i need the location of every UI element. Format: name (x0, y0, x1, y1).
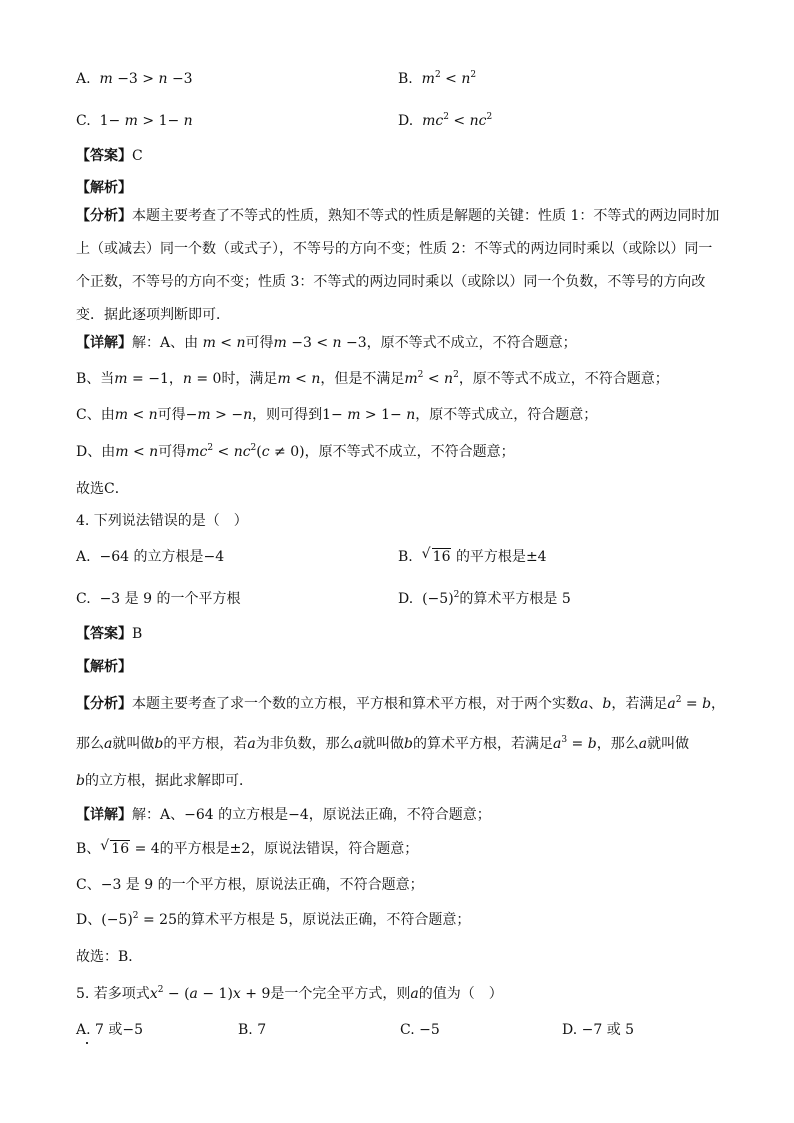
q3-detail-c: C、由m < n可得−m > −n，则可得到1− m > 1− n，原不等式成立，符合题意； (76, 407, 598, 423)
q4-detail-d: D、$(-5)^2 = 25$的算术平方根是 5，原说法正确，不符合题意； (76, 911, 471, 928)
q5-option-c: C. −5 (400, 1022, 440, 1038)
q4-option-b: B. √ 16 的平方根是±4 (398, 546, 547, 565)
q5-stem: 5. 若多项式$x^2 - (a - 1)x + 9$是一个完全平方式，则a的值为（ ） (76, 985, 503, 1002)
q4-jiexi-heading: 【解析】 (76, 659, 132, 675)
q3-analysis: 【分析】本题主要考查了不等式的性质，熟知不等式的性质是解题的关键：性质 1：不等式的两边同时加上（或减去）同一个数（或式子），不等号的方向不变；性质 2：不等式的两边同时乘以（或除以）同一个正数，不等号的方向不变；性质 3：不等式的两边同时乘以（或除以）同一个负数，不等号的方向改变．据此逐项判断即可． (76, 208, 720, 323)
q3-option-c: C. 1− m > 1− n (76, 113, 193, 129)
q4-detail-a: 【详解】解：A、−64 的立方根是−4，原说法正确，不符合题意； (76, 807, 491, 823)
q4-analysis-line2: 那么a就叫做b的平方根，若a为非负数，那么a就叫做b的算术平方根，若满足$a^3 = b$，那么a就叫做 (76, 735, 690, 752)
q5-option-d: D. −7 或 5 (562, 1022, 635, 1038)
q3-detail-a: 【详解】解：A、由 m < n可得m −3 < n −3，原不等式不成立，不符合题意； (76, 335, 577, 351)
q3-detail-b: B、当m = −1，n = 0时，满足m < n，但是不满足$m^2 < n^2$，原不等式不成立，不符合题意； (76, 370, 669, 387)
q5-option-b: B. 7 (238, 1022, 267, 1038)
q4-detail-c: C、−3 是 9 的一个平方根，原说法正确，不符合题意； (76, 877, 424, 893)
q3-jiexi-heading: 【解析】 (76, 180, 132, 196)
q4-detail-b: B、 √ 16 = 4的平方根是±2，原说法错误，符合题意； (76, 838, 419, 857)
q4-answer: 【答案】B (76, 626, 143, 642)
q3-detail-d: D、由m < n可得$mc^2 < nc^2(c \ne 0)$，原不等式不成立，不符合题意； (76, 443, 515, 460)
q4-option-a: A. −64 的立方根是−4 (76, 549, 225, 565)
q3-option-b: B. $m^2 < n^2$ (398, 70, 477, 87)
q4-option-d: D. $(-5)^2$的算术平方根是 5 (398, 590, 571, 607)
q4-stem: 4. 下列说法错误的是（ ） (76, 513, 248, 529)
q4-option-c: C. −3 是 9 的一个平方根 (76, 591, 241, 607)
q3-option-d: D. $mc^2 < nc^2$ (398, 112, 493, 129)
q3-option-a: A. m −3 > n −3 (76, 71, 193, 87)
q5-option-a: A. 7 或−5 (76, 1022, 144, 1038)
q4-analysis-line1: 【分析】本题主要考查了求一个数的立方根，平方根和算术平方根，对于两个实数a、b，若满足$a^2 = b$， (76, 695, 726, 712)
q4-conclusion: 故选：B． (76, 949, 143, 965)
q4-analysis-line3: b的立方根，据此求解即可． (76, 773, 253, 789)
q3-answer: 【答案】C (76, 148, 143, 164)
q3-conclusion: 故选C． (76, 481, 129, 497)
stray-mark (86, 1042, 88, 1044)
